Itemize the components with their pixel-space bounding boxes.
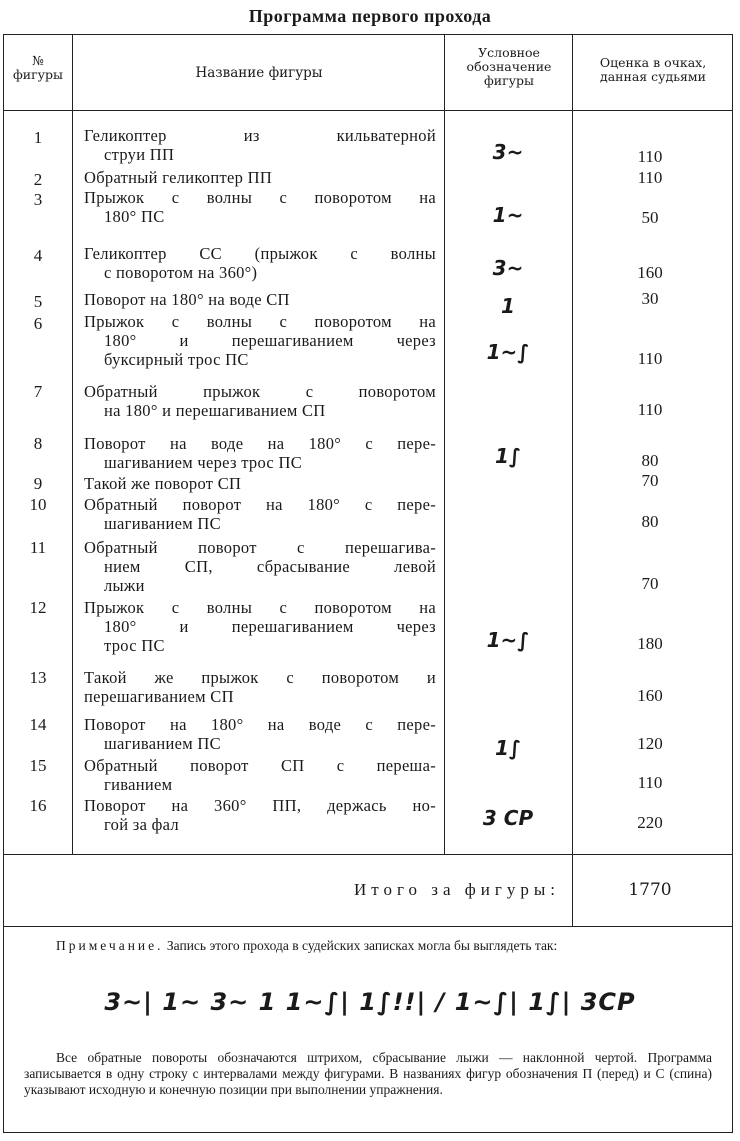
figure-symbol: 1~∫ bbox=[486, 628, 530, 652]
total-rule-bottom bbox=[3, 926, 733, 927]
figure-score: 160 bbox=[637, 263, 663, 282]
figure-symbol: 3 СР bbox=[482, 806, 534, 830]
figure-name: Обратный поворот СП с переша- гиванием bbox=[84, 756, 436, 794]
row-number: 5 bbox=[33, 292, 43, 311]
figure-symbol: 1~ bbox=[492, 203, 524, 227]
figure-symbol: 1∫ bbox=[494, 444, 522, 468]
figure-score: 110 bbox=[637, 400, 663, 419]
figure-name: Поворот на 180° на воде СП bbox=[84, 290, 290, 309]
figure-name: Поворот на воде на 180° с пере- шагиванием через трос ПС bbox=[84, 434, 436, 472]
figure-name: Обратный геликоптер ПП bbox=[84, 168, 273, 187]
row-number: 6 bbox=[33, 314, 43, 333]
note-text: Запись этого прохода в судейских записках могла бы выглядеть так: bbox=[166, 938, 558, 953]
row-number: 12 bbox=[29, 598, 47, 617]
row-number: 8 bbox=[33, 434, 43, 453]
total-value: 1770 bbox=[628, 880, 672, 900]
figure-score: 70 bbox=[641, 574, 659, 593]
figure-score: 110 bbox=[637, 168, 663, 187]
row-number: 16 bbox=[29, 796, 47, 815]
figure-name: Прыжок с волны с поворотом на 180° и перешагиванием через трос ПС bbox=[84, 598, 436, 655]
column-divider bbox=[444, 34, 445, 854]
figure-score: 80 bbox=[641, 512, 659, 531]
figure-score: 50 bbox=[641, 208, 659, 227]
figure-symbol: 3~ bbox=[492, 256, 524, 280]
figure-name: Прыжок с волны с поворотом на 180° ПС bbox=[84, 188, 436, 226]
figure-name: Такой же прыжок с поворотом и перешагиванием СП bbox=[84, 668, 436, 706]
column-divider bbox=[572, 854, 573, 926]
row-number: 13 bbox=[29, 668, 47, 687]
figure-name: Поворот на 180° на воде с пере- шагиванием ПС bbox=[84, 715, 436, 753]
header-rule bbox=[3, 110, 733, 111]
figure-name: Обратный прыжок с поворотом на 180° и перешагиванием СП bbox=[84, 382, 436, 420]
figure-name: Обратный поворот на 180° с пере- шагиванием ПС bbox=[84, 495, 436, 533]
row-number: 11 bbox=[29, 538, 47, 557]
figure-name: Прыжок с волны с поворотом на 180° и перешагиванием через буксирный трос ПС bbox=[84, 312, 436, 369]
figure-score: 220 bbox=[637, 813, 663, 832]
total-label: Итого за фигуры: bbox=[353, 880, 560, 899]
total-rule-top bbox=[3, 854, 733, 855]
figure-score: 80 bbox=[641, 451, 659, 470]
header-symbol: Условное обозначение фигуры bbox=[466, 45, 552, 88]
row-number: 4 bbox=[33, 246, 43, 265]
note-footer: Все обратные повороты обозначаются штрихом, сбрасывание лыжи — наклонной чертой. Программа записывается в одну строку с интервалами между фигурами. В названиях фигур обозначения П (перед) и С (спина) указывают исходную и конечную позиции при выполнении упражнения. bbox=[24, 1050, 712, 1097]
note-intro bbox=[24, 938, 712, 954]
row-number: 15 bbox=[29, 756, 47, 775]
figure-score: 110 bbox=[637, 147, 663, 166]
row-number: 7 bbox=[33, 382, 43, 401]
figure-score: 110 bbox=[637, 773, 663, 792]
figure-score: 30 bbox=[641, 289, 659, 308]
row-number: 2 bbox=[33, 170, 43, 189]
figure-score: 160 bbox=[637, 686, 663, 705]
figure-symbol: 1 bbox=[501, 294, 515, 318]
figure-name: Обратный поворот с перешагива- нием СП, сбрасывание левой лыжи bbox=[84, 538, 436, 595]
figure-symbol: 1~∫ bbox=[486, 340, 530, 364]
figure-name: Геликоптер СС (прыжок с волны с поворотом на 360°) bbox=[84, 244, 436, 282]
note-formula: 3~| 1~ 3~ 1 1~∫| 1∫!!| / 1~∫| 1∫| 3СР bbox=[104, 988, 636, 1016]
row-number: 1 bbox=[33, 128, 43, 147]
header-figure-name: Название фигуры bbox=[195, 65, 323, 81]
column-divider bbox=[72, 34, 73, 854]
header-number: № фигуры bbox=[13, 53, 63, 82]
figure-score: 110 bbox=[637, 349, 663, 368]
figure-symbol: 3~ bbox=[492, 140, 524, 164]
figure-symbol: 1∫ bbox=[494, 736, 522, 760]
row-number: 3 bbox=[33, 190, 43, 209]
figure-score: 180 bbox=[637, 634, 663, 653]
figure-name: Геликоптер из кильватерной струи ПП bbox=[84, 126, 436, 164]
row-number: 10 bbox=[29, 495, 47, 514]
row-number: 14 bbox=[29, 715, 47, 734]
header-score: Оценка в очках, данная судьями bbox=[599, 55, 707, 84]
figure-name: Такой же поворот СП bbox=[84, 474, 242, 493]
figure-score: 120 bbox=[637, 734, 663, 753]
figure-score: 70 bbox=[641, 471, 659, 490]
row-number: 9 bbox=[33, 474, 43, 493]
column-divider bbox=[572, 34, 573, 926]
note-lead: Примечание. bbox=[56, 938, 164, 953]
figure-name: Поворот на 360° ПП, держась но- гой за фал bbox=[84, 796, 436, 834]
page-title: Программа первого прохода bbox=[248, 6, 492, 26]
